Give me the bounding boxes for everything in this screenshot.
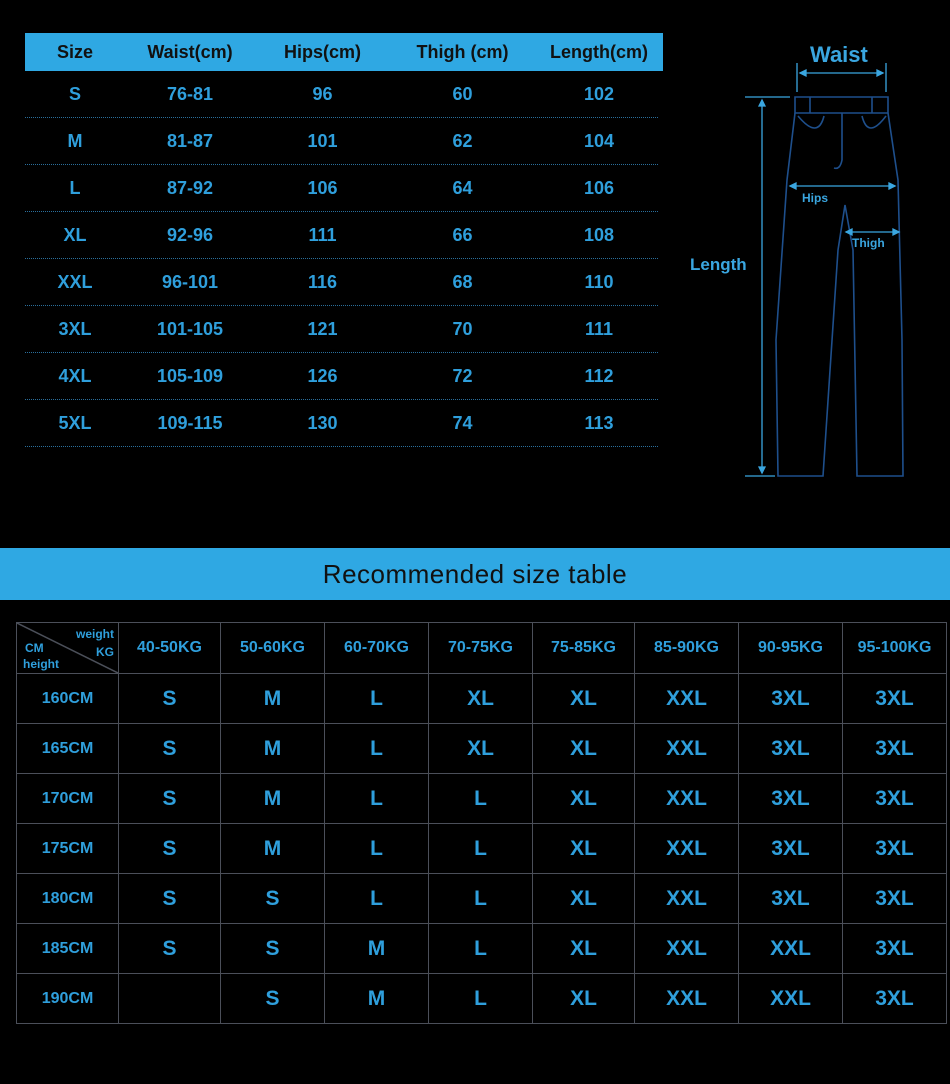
cell-size: XL xyxy=(63,224,87,245)
table-row xyxy=(17,924,947,974)
diagram-hips-label: Hips xyxy=(802,191,829,205)
cell-thigh: 64 xyxy=(452,177,473,198)
cell-length: 102 xyxy=(583,83,615,104)
size-cell: 3XL xyxy=(843,824,947,874)
size-cell: L xyxy=(325,774,429,824)
size-cell: XXL xyxy=(739,924,843,974)
size-cell: S xyxy=(119,774,221,824)
size-table-row xyxy=(25,212,658,259)
cell-thigh: 62 xyxy=(452,130,473,151)
cell-thigh: 70 xyxy=(452,318,473,339)
size-table-body xyxy=(25,71,663,447)
size-cell: XL xyxy=(533,874,635,924)
cell-hips: 130 xyxy=(307,412,338,433)
size-cell: L xyxy=(429,874,533,924)
size-table xyxy=(25,33,663,447)
size-table-row xyxy=(25,118,658,165)
size-cell: M xyxy=(221,724,325,774)
size-cell: L xyxy=(325,674,429,724)
cell-thigh: 72 xyxy=(452,365,473,386)
corner-weight-label: weight xyxy=(76,627,114,641)
diagram-waist-label: Waist xyxy=(810,42,868,67)
cell-length: 111 xyxy=(584,318,614,339)
size-table-row xyxy=(25,165,658,212)
size-cell: XL xyxy=(533,674,635,724)
size-cell: XXL xyxy=(635,874,739,924)
size-cell: S xyxy=(119,674,221,724)
cell-size: 3XL xyxy=(58,318,92,339)
size-cell: 3XL xyxy=(843,674,947,724)
diagram-length-label: Length xyxy=(690,255,747,274)
recommended-banner xyxy=(0,548,950,600)
cell-length: 104 xyxy=(583,130,615,151)
size-cell: 3XL xyxy=(739,874,843,924)
cell-hips: 106 xyxy=(307,177,338,198)
size-cell: XXL xyxy=(635,674,739,724)
size-cell: M xyxy=(221,674,325,724)
size-cell: XXL xyxy=(635,824,739,874)
size-cell: XL xyxy=(533,974,635,1024)
cell-length: 108 xyxy=(583,224,615,245)
banner-title: Recommended size table xyxy=(322,558,628,589)
corner-height-label: height xyxy=(23,657,59,671)
size-cell: L xyxy=(429,774,533,824)
size-cell: M xyxy=(221,824,325,874)
cell-size: M xyxy=(67,130,83,151)
cell-thigh: 68 xyxy=(452,271,473,292)
cell-hips: 121 xyxy=(307,318,338,339)
cell-hips: 116 xyxy=(307,271,338,292)
table-row xyxy=(17,974,947,1024)
header-hips: Hips(cm) xyxy=(283,41,361,62)
cell-waist: 81-87 xyxy=(166,130,214,151)
size-cell: S xyxy=(221,874,325,924)
size-cell: XXL xyxy=(635,974,739,1024)
cell-hips: 96 xyxy=(312,83,333,104)
cell-waist: 76-81 xyxy=(166,83,214,104)
size-cell: 3XL xyxy=(739,724,843,774)
cell-thigh: 60 xyxy=(452,83,473,104)
corner-kg-label: KG xyxy=(96,645,114,659)
height-cell: 185CM xyxy=(17,924,119,974)
size-cell: XXL xyxy=(739,974,843,1024)
size-cell: XL xyxy=(533,824,635,874)
cell-waist: 101-105 xyxy=(156,318,224,339)
size-cell: 3XL xyxy=(739,824,843,874)
header-length: Length(cm) xyxy=(550,41,648,62)
size-table-row xyxy=(25,71,658,118)
pants-diagram xyxy=(690,40,940,490)
weight-header-cell: 40-50KG xyxy=(119,623,221,674)
weight-header-cell: 85-90KG xyxy=(635,623,739,674)
size-cell: 3XL xyxy=(843,924,947,974)
size-cell: L xyxy=(325,874,429,924)
size-cell: L xyxy=(429,824,533,874)
size-cell: M xyxy=(325,974,429,1024)
size-cell: 3XL xyxy=(843,874,947,924)
height-cell: 170CM xyxy=(17,774,119,824)
size-table-row xyxy=(25,306,658,353)
size-cell: S xyxy=(119,824,221,874)
height-cell: 190CM xyxy=(17,974,119,1024)
cell-size: 4XL xyxy=(58,365,92,386)
weight-header-row xyxy=(17,623,947,674)
cell-size: 5XL xyxy=(58,412,92,433)
cell-waist: 96-101 xyxy=(161,271,219,292)
size-cell: 3XL xyxy=(843,974,947,1024)
size-cell: L xyxy=(325,824,429,874)
table-row xyxy=(17,824,947,874)
size-cell: L xyxy=(429,924,533,974)
size-cell: S xyxy=(221,974,325,1024)
table-row xyxy=(17,774,947,824)
cell-size: XXL xyxy=(57,271,93,292)
cell-length: 106 xyxy=(583,177,615,198)
cell-size: S xyxy=(68,83,81,104)
size-cell: 3XL xyxy=(739,774,843,824)
table-row xyxy=(17,724,947,774)
recommended-size-table xyxy=(16,622,947,1024)
corner-cell xyxy=(17,623,119,674)
size-cell: 3XL xyxy=(843,774,947,824)
cell-waist: 92-96 xyxy=(166,224,214,245)
weight-header-cell: 75-85KG xyxy=(533,623,635,674)
height-cell: 175CM xyxy=(17,824,119,874)
weight-header-cell: 50-60KG xyxy=(221,623,325,674)
size-cell: M xyxy=(221,774,325,824)
size-cell: 3XL xyxy=(843,724,947,774)
height-cell: 160CM xyxy=(17,674,119,724)
cell-hips: 111 xyxy=(308,224,337,245)
size-cell: XL xyxy=(429,724,533,774)
size-cell: XXL xyxy=(635,924,739,974)
size-cell: XXL xyxy=(635,774,739,824)
size-cell: S xyxy=(119,874,221,924)
size-cell: XXL xyxy=(635,724,739,774)
size-table-row xyxy=(25,353,658,400)
weight-header-cell: 60-70KG xyxy=(325,623,429,674)
weight-header-cell: 95-100KG xyxy=(843,623,947,674)
size-table-row xyxy=(25,400,658,447)
table-row xyxy=(17,674,947,724)
size-cell: 3XL xyxy=(739,674,843,724)
cell-thigh: 66 xyxy=(452,224,473,245)
size-cell: XL xyxy=(429,674,533,724)
cell-waist: 109-115 xyxy=(157,412,223,433)
size-cell: XL xyxy=(533,774,635,824)
cell-waist: 87-92 xyxy=(166,177,214,198)
corner-cm-label: CM xyxy=(25,641,44,655)
weight-header-cell: 70-75KG xyxy=(429,623,533,674)
cell-hips: 101 xyxy=(307,130,338,151)
cell-size: L xyxy=(69,177,81,198)
height-cell: 180CM xyxy=(17,874,119,924)
height-cell: 165CM xyxy=(17,724,119,774)
cell-length: 112 xyxy=(584,365,614,386)
table-row xyxy=(17,874,947,924)
corner-diagonal xyxy=(17,623,118,673)
cell-hips: 126 xyxy=(307,365,338,386)
size-cell: M xyxy=(325,924,429,974)
header-thigh: Thigh (cm) xyxy=(416,41,509,62)
size-cell: S xyxy=(119,724,221,774)
size-cell: S xyxy=(119,924,221,974)
size-cell: L xyxy=(325,724,429,774)
cell-length: 113 xyxy=(584,412,614,433)
size-table-header xyxy=(25,33,663,71)
size-cell: XL xyxy=(533,724,635,774)
size-cell xyxy=(119,974,221,1024)
size-cell: XL xyxy=(533,924,635,974)
cell-thigh: 74 xyxy=(452,412,473,433)
header-waist: Waist(cm) xyxy=(147,41,233,62)
size-table-row xyxy=(25,259,658,306)
size-cell: L xyxy=(429,974,533,1024)
header-size: Size xyxy=(56,41,94,62)
size-cell: S xyxy=(221,924,325,974)
cell-waist: 105-109 xyxy=(156,365,224,386)
diagram-thigh-label: Thigh xyxy=(852,236,885,250)
weight-header-cell: 90-95KG xyxy=(739,623,843,674)
cell-length: 110 xyxy=(584,271,614,292)
